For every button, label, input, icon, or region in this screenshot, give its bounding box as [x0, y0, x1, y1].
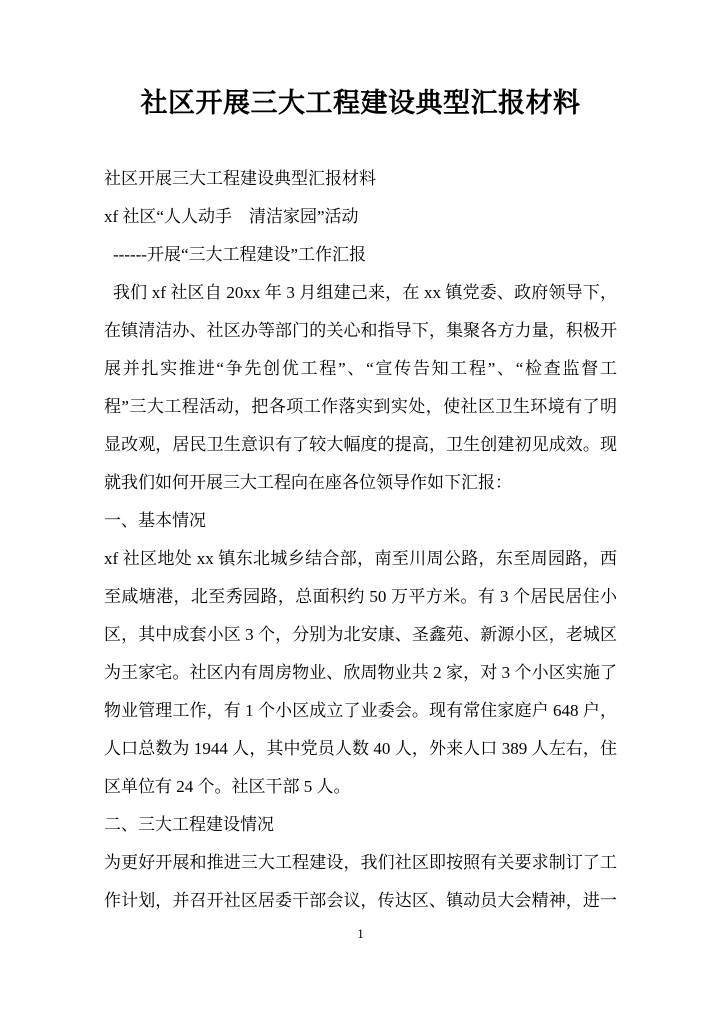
text-line: 一、基本情况 [104, 511, 206, 530]
text-line: 在镇清洁办、社区办等部门的关心和指导下，集聚各方力量，积极开 [104, 321, 617, 340]
text-line: 显改观，居民卫生意识有了较大幅度的提高，卫生创建初见成效。现 [104, 435, 617, 454]
text-line: 人口总数为 1944 人，其中党员人数 40 人，外来人口 389 人左右，住 [104, 739, 617, 758]
text-line: 作计划，并召开社区居委干部会议，传达区、镇动员大会精神，进一 [104, 891, 617, 910]
page-number: 1 [357, 926, 364, 941]
text-line: 程”三大工程活动，把各项工作落实到实处，使社区卫生环境有了明 [104, 397, 617, 416]
text-line: 区，其中成套小区 3 个，分别为北安康、圣鑫苑、新源小区，老城区 [104, 625, 617, 644]
text-line: 至咸塘港，北至秀园路，总面积约 50 万平方米。有 3 个居民居住小 [104, 587, 617, 606]
document-body [104, 160, 617, 920]
text-line: 为王家宅。社区内有周房物业、欣周物业共 2 家，对 3 个小区实施了 [104, 663, 617, 682]
text-line: 区单位有 24 个。社区干部 5 人。 [104, 777, 351, 796]
text-line: 就我们如何开展三大工程向在座各位领导作如下汇报： [104, 473, 512, 492]
text-line: 展并扎实推进“争先创优工程”、“宣传告知工程”、“检查监督工 [104, 359, 617, 378]
document-title: 社区开展三大工程建设典型汇报材料 [140, 88, 581, 118]
text-line: 物业管理工作，有 1 个小区成立了业委会。现有常住家庭户 648 户， [104, 701, 617, 720]
text-line: 社区开展三大工程建设典型汇报材料 [104, 169, 376, 188]
text-line: 二、三大工程建设情况 [104, 815, 274, 834]
text-line: 我们 xf 社区自 20xx 年 3 月组建己来，在 xx 镇党委、政府领导下， [113, 283, 617, 302]
text-line: xf 社区地处 xx 镇东北城乡结合部，南至川周公路，东至周园路，西 [104, 549, 617, 568]
text-line: 为更好开展和推进三大工程建设，我们社区即按照有关要求制订了工 [104, 853, 617, 872]
text-line: ------开展“三大工程建设”工作汇报 [113, 245, 367, 264]
text-line: xf 社区“人人动手 清洁家园”活动 [104, 207, 359, 226]
